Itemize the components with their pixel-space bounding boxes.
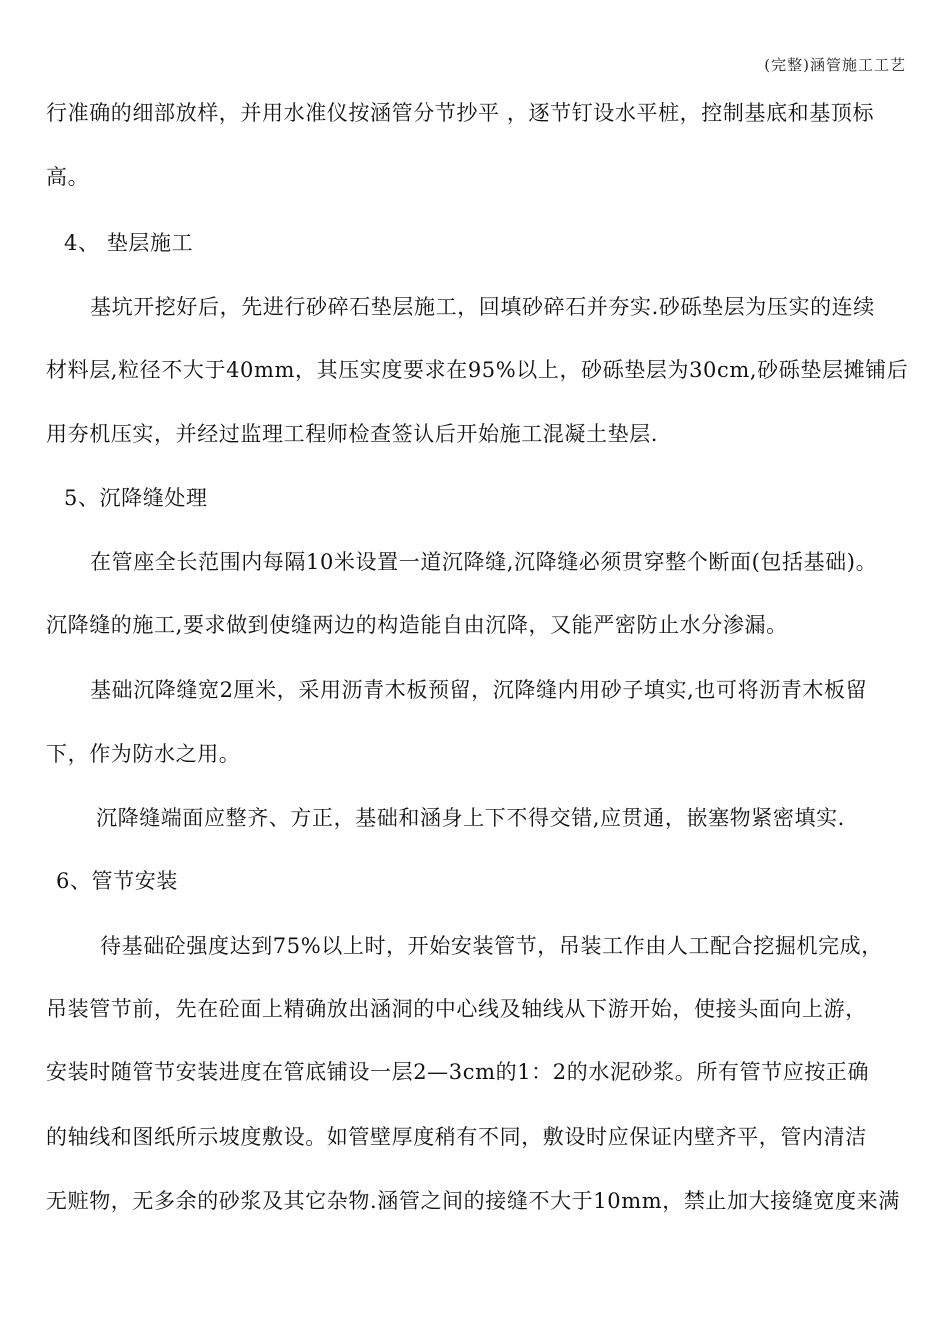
paragraph-line: 材料层,粒径不大于40mm，其压实度要求在95%以上，砂砾垫层为30cm,砂砾垫层摊铺后	[46, 358, 909, 382]
paragraph-line: 在管座全长范围内每隔10米设置一道沉降缝,沉降缝必须贯穿整个断面(包括基础)。	[90, 550, 878, 574]
paragraph-line: 高。	[46, 165, 90, 189]
section-heading-4: 4、 垫层施工	[64, 231, 194, 255]
paragraph-line: 基坑开挖好后，先进行砂碎石垫层施工，回填砂碎石并夯实.砂砾垫层为压实的连续	[90, 295, 875, 319]
paragraph-line: 沉降缝的施工,要求做到使缝两边的构造能自由沉降，又能严密防止水分渗漏。	[46, 613, 788, 637]
paragraph-line: 用夯机压实，并经过监理工程师检查签认后开始施工混凝土垫层.	[46, 422, 659, 446]
paragraph-line: 无赃物，无多余的砂浆及其它杂物.涵管之间的接缝不大于10mm，禁止加大接缝宽度来满	[46, 1189, 900, 1213]
paragraph-line: 下，作为防水之用。	[46, 742, 241, 766]
paragraph-line: 行准确的细部放样，并用水准仪按涵管分节抄平 ，逐节钉设水平桩，控制基底和基顶标	[46, 101, 875, 125]
paragraph-line: 基础沉降缝宽2厘米，采用沥青木板预留，沉降缝内用砂子填实,也可将沥青木板留	[90, 678, 868, 702]
section-heading-6: 6、管节安装	[56, 869, 178, 893]
paragraph-line: 安装时随管节安装进度在管底铺设一层2—3cm的1：2的水泥砂浆。所有管节应按正确	[46, 1060, 870, 1084]
paragraph-line: 沉降缝端面应整齐、方正，基础和涵身上下不得交错,应贯通，嵌塞物紧密填实.	[96, 806, 845, 830]
paragraph-line: 吊装管节前，先在砼面上精确放出涵洞的中心线及轴线从下游开始，使接头面向上游，	[46, 997, 867, 1021]
paragraph-line: 待基础砼强度达到75%以上时，开始安装管节，吊装工作由人工配合挖掘机完成，	[100, 934, 883, 958]
section-heading-5: 5、沉降缝处理	[64, 486, 208, 510]
paragraph-line: 的轴线和图纸所示坡度敷设。如管壁厚度稍有不同，敷设时应保证内壁齐平，管内清洁	[46, 1125, 867, 1149]
document-header-title: (完整)涵管施工工艺	[764, 56, 906, 74]
